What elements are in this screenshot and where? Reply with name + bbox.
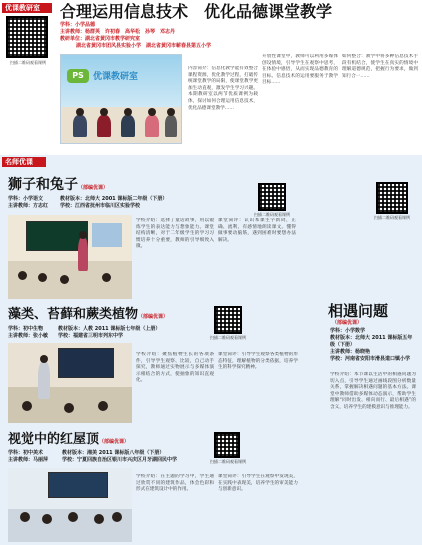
sidebar-lesson-title: 相遇问题	[328, 302, 389, 320]
sidebar-lesson-subject: 学科：小学数学	[330, 328, 366, 334]
lesson-2-qr-code[interactable]	[214, 306, 242, 334]
lesson-3-title	[8, 431, 129, 451]
subject-line: 学科：小学品德	[60, 22, 96, 28]
contributors-line: 主讲教师：杨群英 许初春 高华松 孙琴 邓志丹	[60, 29, 176, 35]
sidebar-lesson-school: 学校：河南省安阳市滑县道口镇小学	[330, 356, 411, 362]
section-tag-teaching-research: 优课教研室	[2, 3, 52, 13]
lesson-2-edition-tag: （部编优课）	[138, 314, 169, 320]
lesson-3-photo	[8, 468, 132, 542]
lesson-2-school: 学校：福建省三明市列东中学	[58, 333, 124, 339]
lesson-1-teacher: 主讲教师：方志红	[8, 203, 49, 209]
lesson-3-teacher: 主讲教师：马丽萍	[8, 457, 49, 463]
lesson-1-title	[8, 176, 108, 197]
lesson-2-photo	[8, 343, 132, 423]
lesson-3-subject: 学科：初中美术	[8, 450, 44, 456]
lesson-2-teacher: 主讲教师：张小敏	[8, 333, 49, 339]
section-tag-featured: 名师优课	[2, 157, 46, 167]
sidebar-lesson-textbook: 教材版本：北师大 2011 课标版五年级（下册）	[330, 335, 413, 348]
lesson-1-photo	[8, 215, 132, 299]
qr-code-top[interactable]	[6, 16, 48, 58]
lesson-2-qr-caption: 扫描二维码观看课例	[210, 335, 246, 340]
intro-column-2: 开放性课堂中，教师可以利用多媒体创设情境，引导学生在观察中思考，在体验中感悟，从而实现品德教育的目标。信息技术的运用要服务于教学目标……	[262, 54, 338, 86]
lesson-3-qr-code[interactable]	[214, 432, 240, 458]
lesson-3-title-text: 视觉中的红屋顶	[8, 432, 100, 447]
sidebar-qr-caption: 扫描二维码观看课例	[374, 215, 410, 220]
lesson-1-edition-tag: （部编优课）	[78, 185, 109, 191]
lesson-1-textbook: 教材版本：北师大 2001 课标版二年级（下册）	[60, 196, 168, 202]
lesson-2-column-1: 学校介绍：聚焦植物生长的各项条件，引导学生观察、比较，自己动手探究，教师通过实物展示与多媒体演示相结合的方式，使抽象的知识直观化。	[136, 352, 214, 384]
lesson-3-edition-tag: （部编优课）	[99, 439, 130, 445]
lesson-1-column-2: 课堂简评：认识本课生字新词，正确、流利、有感情地朗读课文。懂得做事要动脑筋，遇到困难时要想办法解决。	[218, 218, 296, 243]
lesson-1-qr-code[interactable]	[258, 183, 286, 211]
unit-line-2: 湖北省黄冈市团风县实验小学 湖北省黄冈市蕲春县第五小学	[76, 43, 212, 49]
page-title: 合理运用信息技术 优化品德课堂教学	[60, 2, 333, 21]
lesson-1-title-text: 狮子和兔子	[8, 177, 78, 193]
lesson-3-column-1: 学校介绍：在主题的学习中，学生通过欣赏不同的建筑作品，体会色彩和形式在建筑设计中的作用。	[136, 474, 214, 493]
unit-line-1: 教研单位：湖北省黄冈市教学研究室	[60, 36, 141, 42]
lesson-1-subject: 学科：小学语文	[8, 196, 44, 202]
sidebar-lesson-body: 学校介绍：本节课以生活中的相遇问题为切入点，引导学生通过画线段图分析数量关系，掌握解决相遇问题的基本方法。课堂中教师借助多媒体动态演示，帮助学生理解“同时出发、相向而行、最后相遇”的含义，培养学生的建模意识与推理能力。	[330, 372, 416, 410]
lesson-2-title	[8, 306, 168, 326]
banner-text: 优课教研室	[93, 72, 139, 82]
lesson-3-column-2: 课堂简评：引导学生在观察中发现美，在实践中表现美，培养学生的审美能力与创新意识。	[218, 474, 298, 493]
intro-column-1: 内容简介：信息化教学能有效整合课程资源，优化教学过程，打破传统课堂教学的局限，使课堂教学更加生动直观，激发学生学习兴趣。本期教研室以两节优质课例为载体，探讨如何合理运用信息技术，优化品德课堂教学……	[188, 66, 258, 111]
lesson-1-column-1: 学校介绍：选择了童话故事，用以锻炼学生的表达能力与想象能力。课堂结构清晰，对于二年级学生的学习习惯培养十分重要，教师的引导细致入微。	[136, 218, 214, 250]
lesson-3-textbook: 教材版本：湘美 2011 课标版八年级（下册）	[62, 450, 165, 456]
lesson-2-textbook: 教材版本：人教 2011 课标版七年级（上册）	[58, 326, 161, 332]
lesson-1-qr-caption: 扫描二维码观看课例	[254, 212, 290, 217]
banner-image	[60, 54, 182, 144]
lesson-2-column-2: 课堂简评：引导学生观察各类植物的形态特征，理解植物的分类依据，培养学生的科学探究精神。	[218, 352, 298, 371]
lesson-3-school: 学校：宁夏回族自治区银川市兴庆区月牙湖回民中学	[62, 457, 178, 463]
lesson-2-title-text: 藻类、苔藓和蕨类植物	[8, 307, 139, 322]
lesson-2-subject: 学科：初中生物	[8, 326, 44, 332]
banner-logo: PS	[67, 69, 89, 83]
sidebar-lesson-edition-tag: （部编优课）	[332, 320, 363, 326]
qr-caption-top: 扫描二维码观看课例	[10, 60, 46, 65]
sidebar-qr-code[interactable]	[376, 182, 408, 214]
intro-column-3: 如何整合：教学中将多种信息技术手段有机结合，使学生在真实的情境中理解道德规范，把握行为要求，做到知行合一……	[342, 54, 418, 79]
sidebar-lesson-teacher: 主讲教师：杨晓艳	[330, 349, 371, 355]
lesson-3-qr-caption: 扫描二维码观看课例	[210, 459, 246, 464]
lesson-1-school: 学校：江西省抚州市临川区实验学校	[60, 203, 141, 209]
